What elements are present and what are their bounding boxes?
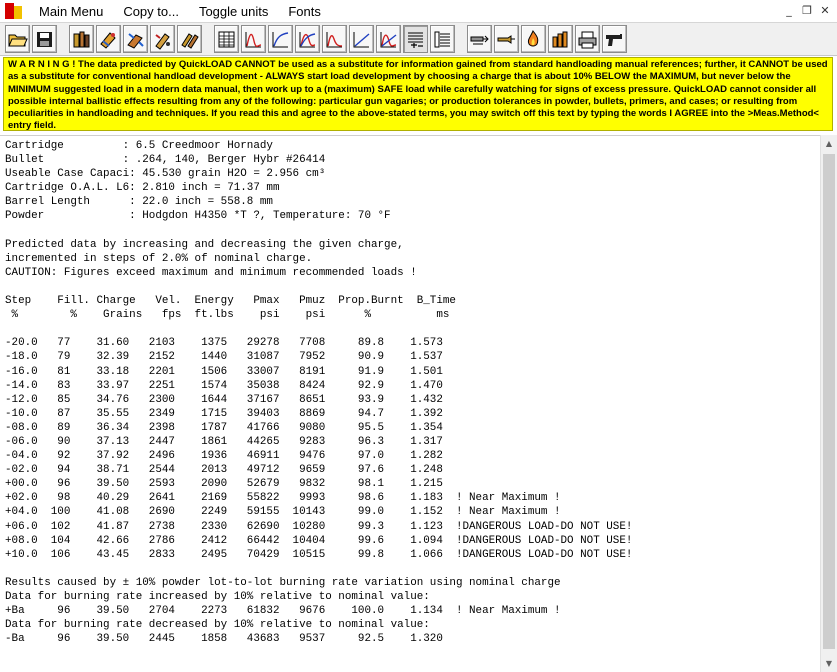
components-icon [71, 29, 92, 50]
combined-curve-icon [378, 29, 399, 50]
energy-curve-icon [297, 29, 318, 50]
vertical-scrollbar[interactable] [820, 135, 837, 672]
velocity-curve-button[interactable] [268, 25, 293, 53]
report-line: -02.0 94 38.71 2544 2013 49712 9659 97.6 1.248 [5, 464, 443, 477]
report-line: -08.0 89 36.34 2398 1787 41766 9080 95.5 1.354 [5, 421, 443, 434]
report-line: Powder : Hodgdon H4350 *T ?, Temperature: 70 °F [5, 210, 391, 223]
velocity-curve-icon [270, 29, 291, 50]
ladder-table-button[interactable] [430, 25, 455, 53]
warning-banner: W A R N I N G ! The data predicted by QuickLOAD CANNOT be used as a substitute for information gained from standard handloading manual references; further, it CANNOT be used as a substitute for conventional handload development - ALWAYS start load development by choosing a charge that is about 10% BELOW the MAXIMUM, but never below the MINIMUM suggested load in a modern data manual, then work up to a (maximum) SAFE load while carefully watching for signs of excess pressure. QuickLOAD cannot consider all possible internal ballistic effects resulting from any of the following: particular gun vagaries; or production tolerances in powder, bullets, primers, and cases; or resulting from peculiarities in handloading and techniques. If you read this and agree to the above-stated terms, you may switch off this text by typing the words I AGREE into the >Meas.Method< entry field. [3, 57, 833, 131]
report-line: CAUTION: Figures exceed maximum and minimum recommended loads ! [5, 266, 417, 279]
report-line: +10.0 106 43.45 2833 2495 70429 10515 99.8 1.066 !DANGEROUS LOAD-DO NOT USE! [5, 548, 633, 561]
gun-icon [604, 29, 625, 50]
report-line: Step Fill. Charge Vel. Energy Pmax Pmuz Prop.Burnt B_Time [5, 295, 456, 308]
menu-fonts[interactable]: Fonts [288, 3, 321, 19]
gun-button[interactable] [602, 25, 627, 53]
bullets-icon [125, 29, 146, 50]
report-line: Barrel Length : 22.0 inch = 558.8 mm [5, 196, 273, 209]
report-line: -12.0 85 34.76 2300 1644 37167 8651 93.9 1.432 [5, 393, 443, 406]
report-line: incremented in steps of 2.0% of nominal charge. [5, 252, 313, 265]
report-line: -18.0 79 32.39 2152 1440 31087 7952 90.9 1.537 [5, 351, 443, 364]
restore-icon[interactable]: ❐ [802, 3, 812, 17]
burn-curve-button[interactable] [322, 25, 347, 53]
report-area[interactable] [0, 135, 837, 672]
report-line: +02.0 98 40.29 2641 2169 55822 9993 98.6 1.183 ! Near Maximum ! [5, 492, 561, 505]
save-icon [34, 29, 55, 50]
report-line [5, 224, 817, 238]
scroll-thumb[interactable] [823, 154, 835, 649]
report-line: +00.0 96 39.50 2593 2090 52679 9832 98.1 1.215 [5, 478, 443, 491]
cartridge-pair-icon [179, 29, 200, 50]
report-line: -16.0 81 33.18 2201 1506 33007 8191 91.9 1.501 [5, 365, 443, 378]
scroll-up-icon[interactable]: ▲ [825, 139, 833, 148]
report-line: Cartridge O.A.L. L6: 2.810 inch = 71.37 mm [5, 182, 280, 195]
window-controls [781, 2, 833, 18]
pressure-curve-icon [243, 29, 264, 50]
report-line: Data for burning rate decreased by 10% relative to nominal value: [5, 619, 430, 632]
seating-depth-button[interactable] [494, 25, 519, 53]
report-line: Cartridge : 6.5 Creedmoor Hornady [5, 140, 273, 152]
energy-curve-button[interactable] [295, 25, 320, 53]
barrel-length-icon [469, 29, 490, 50]
powders-icon [98, 29, 119, 50]
seating-depth-icon [496, 29, 517, 50]
report-line [5, 322, 817, 336]
menu-bar [0, 0, 837, 22]
report-line: +06.0 102 41.87 2738 2330 62690 10280 99.3 1.123 !DANGEROUS LOAD-DO NOT USE! [5, 520, 633, 533]
report-line: Useable Case Capaci: 45.530 grain H2O = 2.956 cm³ [5, 168, 326, 181]
quickload-app-icon[interactable] [5, 3, 23, 19]
flame-button[interactable] [521, 25, 546, 53]
table-icon [216, 29, 237, 50]
powders-button[interactable] [96, 25, 121, 53]
report-line: Bullet : .264, 140, Berger Hybr #26414 [5, 154, 326, 167]
report-text [5, 139, 817, 671]
menu-toggle-units[interactable]: Toggle units [198, 3, 269, 19]
components-button[interactable] [69, 25, 94, 53]
report-line: -20.0 77 31.60 2103 1375 29278 7708 89.8 1.573 [5, 337, 443, 350]
report-line: -06.0 90 37.13 2447 1861 44265 9283 96.3 1.317 [5, 435, 443, 448]
bullets-button[interactable] [123, 25, 148, 53]
report-line: Data for burning rate increased by 10% relative to nominal value: [5, 591, 430, 603]
report-line: -Ba 96 39.50 2445 1858 43683 9537 92.5 1.320 [5, 633, 443, 646]
travel-curve-button[interactable] [349, 25, 374, 53]
cartridges-button[interactable] [150, 25, 175, 53]
load-data-button[interactable] [177, 25, 202, 53]
print-button[interactable] [575, 25, 600, 53]
printer-icon [577, 29, 598, 50]
open-icon [7, 29, 28, 50]
travel-curve-icon [351, 29, 372, 50]
table-button[interactable] [214, 25, 239, 53]
report-line: % % Grains fps ft.lbs psi psi % ms [5, 309, 450, 322]
cases-button[interactable] [548, 25, 573, 53]
report-line: +Ba 96 39.50 2704 2273 61832 9676 100.0 1.134 ! Near Maximum ! [5, 605, 561, 618]
open-button[interactable] [5, 25, 30, 53]
burn-curve-icon [324, 29, 345, 50]
toolbar [0, 22, 837, 56]
report-line: Predicted data by increasing and decreasing the given charge, [5, 238, 404, 251]
save-button[interactable] [32, 25, 57, 53]
menu-main-menu[interactable]: Main Menu [39, 3, 104, 19]
scroll-down-icon[interactable]: ▼ [825, 659, 833, 668]
report-line [5, 280, 817, 294]
report-line: Results caused by ± 10% powder lot-to-lot burning rate variation using nominal charge [5, 576, 561, 589]
flame-icon [523, 29, 544, 50]
charge-table-button[interactable] [403, 25, 428, 53]
report-line: -04.0 92 37.92 2496 1936 46911 9476 97.0 1.282 [5, 450, 443, 463]
barrel-length-button[interactable] [467, 25, 492, 53]
cartridges-icon [152, 29, 173, 50]
report-line: -14.0 83 33.97 2251 1574 35038 8424 92.9 1.470 [5, 379, 443, 392]
close-icon[interactable]: ✕ [820, 3, 830, 17]
menu-copy-to[interactable]: Copy to... [123, 3, 179, 19]
report-line [5, 562, 817, 576]
report-line: +08.0 104 42.66 2786 2412 66442 10404 99.6 1.094 !DANGEROUS LOAD-DO NOT USE! [5, 534, 633, 547]
combined-curve-button[interactable] [376, 25, 401, 53]
pressure-curve-button[interactable] [241, 25, 266, 53]
cases-icon [550, 29, 571, 50]
charge-table-icon [405, 29, 426, 50]
report-line: -10.0 87 35.55 2349 1715 39403 8869 94.7 1.392 [5, 407, 443, 420]
ladder-table-icon [432, 29, 453, 50]
report-line: +04.0 100 41.08 2690 2249 59155 10143 99.0 1.152 ! Near Maximum ! [5, 506, 561, 519]
minimize-icon[interactable]: _ [786, 3, 792, 17]
